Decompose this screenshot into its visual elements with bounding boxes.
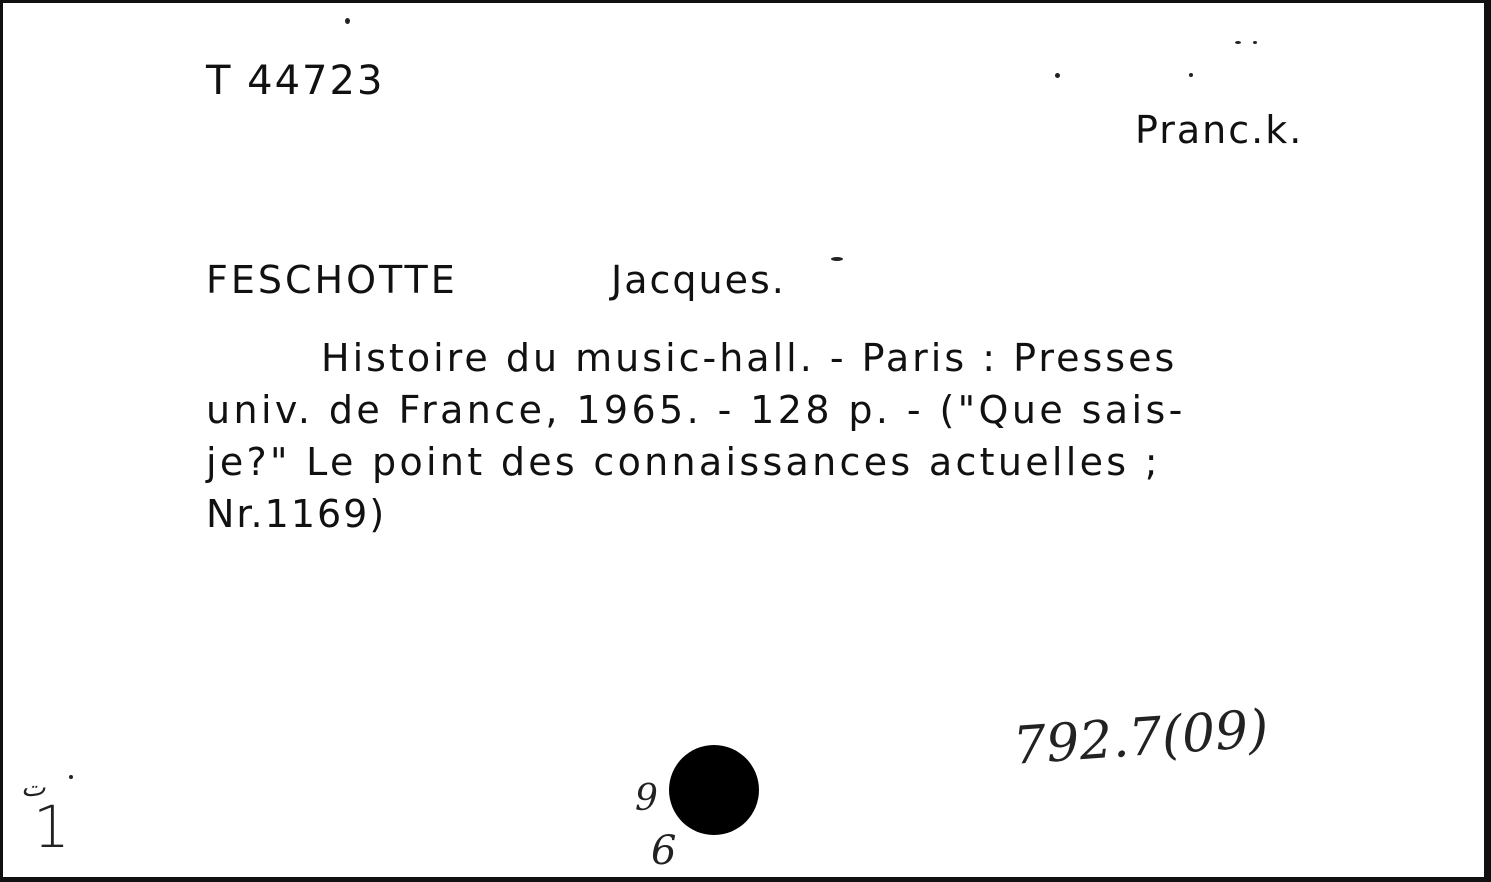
speck [1253,41,1257,44]
title-line-4: Nr.1169) [206,492,387,536]
speck [1055,73,1060,78]
title-line-3: je?" Le point des connaissances actuelles ; [206,440,1161,484]
center-mark-bottom: 6 [651,828,677,874]
author-surname: FESCHOTTE [206,258,458,302]
center-mark-top: 9 [635,778,658,819]
punch-hole-dot [669,745,759,835]
author-forename: Jacques. [611,258,786,302]
speck [1235,41,1241,44]
speck [69,775,73,779]
call-number: T 44723 [206,58,385,104]
title-line-2: univ. de France, 1965. - 128 p. - ("Que sais- [206,388,1186,432]
speck [831,257,843,261]
language-code: Pranc.k. [1135,108,1304,152]
left-margin-number: 1 [33,793,70,861]
classification-number: 792.7(09) [1011,699,1271,777]
speck [345,18,350,24]
title-line-1: Histoire du music-hall. - Paris : Presses [321,336,1178,380]
left-margin-mark: ت [21,773,46,803]
speck [1189,73,1193,77]
